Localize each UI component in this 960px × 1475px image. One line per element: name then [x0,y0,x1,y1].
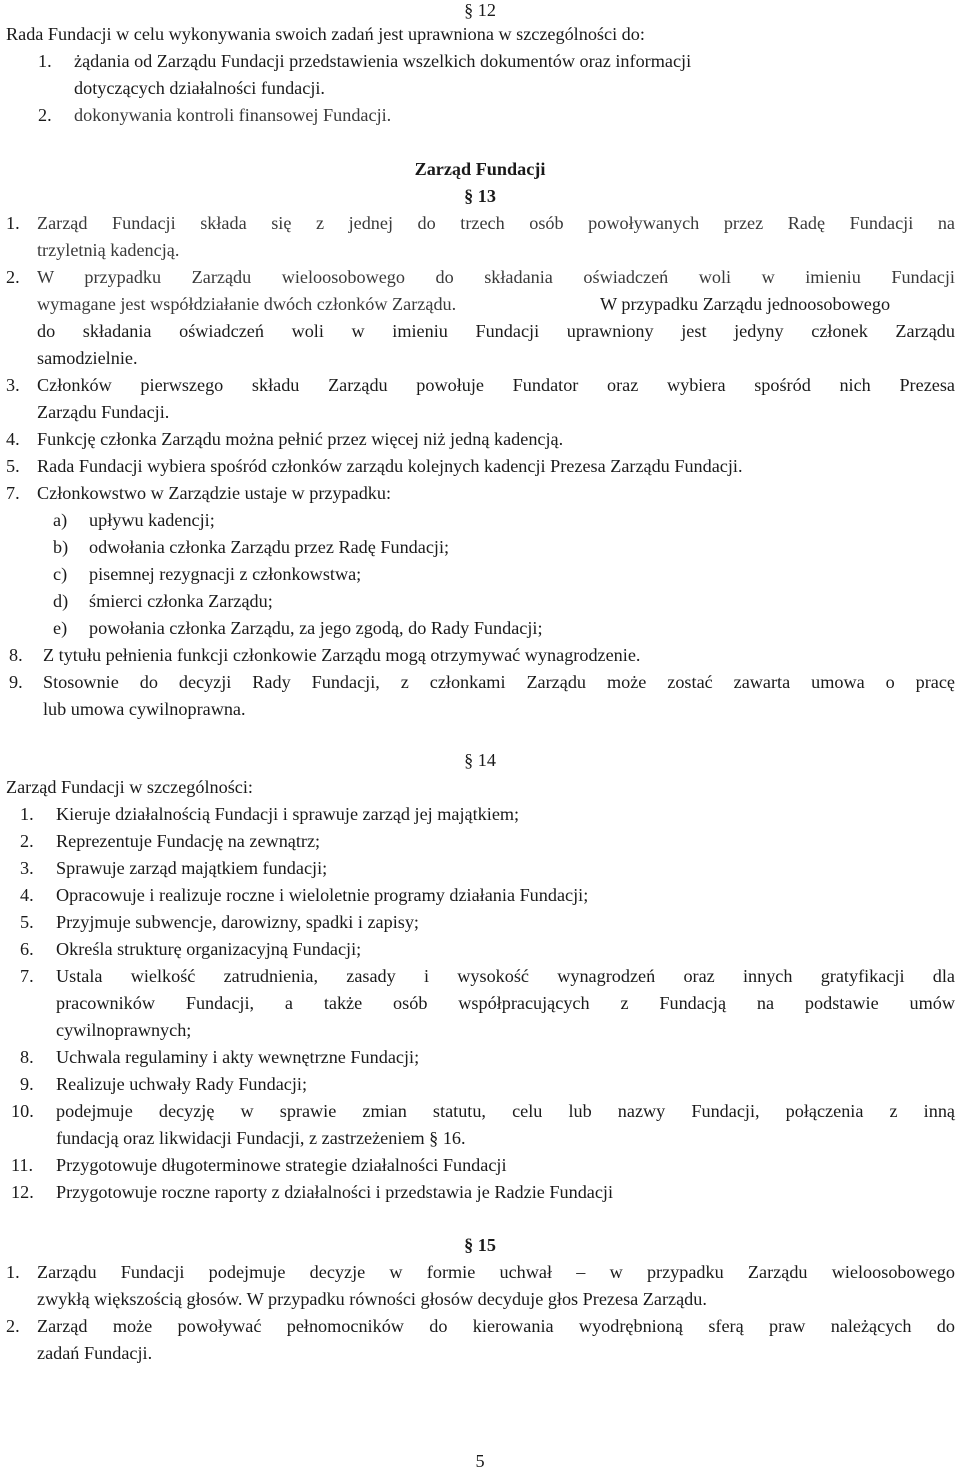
s13-p2-line-1: W przypadku Zarządu wieloosobowego do składania oświadczeń woli w imieniu Fundacji [37,267,955,287]
section-14-heading: § 14 [464,750,496,770]
s13-p1-line-2: trzyletnią kadencją. [37,240,180,260]
s14-item-7-num: 7. [20,966,34,986]
s13-sub-d-text: śmierci członka Zarządu; [89,591,273,611]
s14-item-6-num: 6. [20,939,34,959]
s14-item-10-line-2: fundacją oraz likwidacji Fundacji, z zastrzeżeniem § 16. [56,1128,466,1148]
s15-item-2-line-1: Zarząd może powoływać pełnomocników do kierowania wyodrębnioną sferą praw należących do [37,1316,955,1336]
s12-item-1-line-1: żądania od Zarządu Fundacji przedstawienia wszelkich dokumentów oraz informacji [74,51,692,71]
s14-item-7-line-1: Ustala wielkość zatrudnienia, zasady i wysokość wynagrodzeń oraz innych gratyfikacji dla [56,966,955,986]
s14-item-5-line-1: Przyjmuje subwencje, darowizny, spadki i zapisy; [56,912,419,932]
s13-p7-num: 7. [6,483,20,503]
s14-item-9-num: 9. [20,1074,34,1094]
s13-p9-line-1: Stosownie do decyzji Rady Fundacji, z członkami Zarządu może zostać zawarta umowa o pracę [43,672,955,692]
page-number: 5 [475,1451,485,1471]
s14-item-2-line-1: Reprezentuje Fundację na zewnątrz; [56,831,321,851]
s14-item-3-line-1: Sprawuje zarząd majątkiem fundacji; [56,858,328,878]
s14-item-6-line-1: Określa strukturę organizacyjną Fundacji; [56,939,362,959]
s13-sub-c-num: c) [53,564,68,584]
s13-p9-line-2: lub umowa cywilnoprawna. [43,699,246,719]
s14-item-11-num: 11. [11,1155,34,1175]
s14-item-1-num: 1. [20,804,34,824]
s13-p1-line-1: Zarząd Fundacji składa się z jednej do trzech osób powoływanych przez Radę Fundacji na [37,213,955,233]
section-14-intro: Zarząd Fundacji w szczególności: [6,777,253,797]
s13-p7-line-1: Członkowstwo w Zarządzie ustaje w przypadku: [37,483,392,503]
s13-p5-num: 5. [6,456,20,476]
s13-p4-line-1: Funkcję członka Zarządu można pełnić przez więcej niż jedną kadencją. [37,429,564,449]
s13-p2-line-3: do składania oświadczeń woli w imieniu Fundacji uprawniony jest jedyny członek Zarządu [37,321,955,341]
s14-item-12-line-1: Przygotowuje roczne raporty z działalności i przedstawia je Radzie Fundacji [56,1182,614,1202]
s13-sub-b-num: b) [53,537,69,557]
s15-item-1-line-2: zwykłą większością głosów. W przypadku równości głosów decyduje głos Prezesa Zarządu. [37,1289,707,1309]
s13-p2-line-2: wymagane jest współdziałanie dwóch członków Zarządu. [37,294,457,314]
s15-item-1-num: 1. [6,1262,20,1282]
s13-p1-num: 1. [6,213,20,233]
s15-item-2-num: 2. [6,1316,20,1336]
s13-sub-d-num: d) [53,591,69,611]
s14-item-2-num: 2. [20,831,34,851]
s14-item-12-num: 12. [11,1182,34,1202]
s13-sub-b-text: odwołania członka Zarządu przez Radę Fundacji; [89,537,450,557]
section-13-heading: § 13 [464,186,496,206]
s14-item-8-line-1: Uchwala regulaminy i akty wewnętrzne Fundacji; [56,1047,420,1067]
s13-p8-line-1: Z tytułu pełnienia funkcji członkowie Zarządu mogą otrzymywać wynagrodzenie. [43,645,641,665]
s14-item-7-line-3: cywilnoprawnych; [56,1020,192,1040]
s13-sub-e-text: powołania członka Zarządu, za jego zgodą, do Rady Fundacji; [89,618,543,638]
s14-item-10-num: 10. [11,1101,34,1121]
s14-item-10-line-1: podejmuje decyzję w sprawie zmian statutu, celu lub nazwy Fundacji, połączenia z inną [56,1101,955,1121]
s14-item-5-num: 5. [20,912,34,932]
chapter-title: Zarząd Fundacji [414,159,546,179]
s13-p4-num: 4. [6,429,20,449]
s13-p3-line-1: Członków pierwszego składu Zarządu powołuje Fundator oraz wybiera spośród nich Prezesa [37,375,955,395]
s15-item-2-line-2: zadań Fundacji. [37,1343,153,1363]
s13-sub-a-text: upływu kadencji; [89,510,215,530]
s13-p2-num: 2. [6,267,20,287]
s13-p5-line-1: Rada Fundacji wybiera spośród członków zarządu kolejnych kadencji Prezesa Zarządu Fundacji. [37,456,743,476]
s14-item-1-line-1: Kieruje działalnością Fundacji i sprawuje zarząd jej majątkiem; [56,804,520,824]
s13-p3-line-2: Zarządu Fundacji. [37,402,170,422]
s13-sub-a-num: a) [53,510,68,530]
s14-item-4-line-1: Opracowuje i realizuje roczne i wieloletnie programy działania Fundacji; [56,885,589,905]
s13-sub-c-text: pisemnej rezygnacji z członkowstwa; [89,564,362,584]
section-12-heading: § 12 [464,0,496,20]
s12-item-1-num: 1. [38,51,52,71]
s14-item-9-line-1: Realizuje uchwały Rady Fundacji; [56,1074,308,1094]
s13-p3-num: 3. [6,375,20,395]
s14-item-7-line-2: pracowników Fundacji, a także osób współpracujących z Fundacją na podstawie umów [56,993,955,1013]
section-12-intro: Rada Fundacji w celu wykonywania swoich zadań jest uprawniona w szczególności do: [6,24,645,44]
s14-item-11-line-1: Przygotowuje długoterminowe strategie działalności Fundacji [56,1155,507,1175]
s12-item-2-num: 2. [38,105,52,125]
s13-sub-e-num: e) [53,618,68,638]
s14-item-3-num: 3. [20,858,34,878]
section-15-heading: § 15 [464,1235,496,1255]
s13-p9-num: 9. [9,672,23,692]
s13-p2-line-4: samodzielnie. [37,348,138,368]
s13-p8-num: 8. [9,645,23,665]
s12-item-2-line-1: dokonywania kontroli finansowej Fundacji. [74,105,392,125]
s13-p2-line-2b: W przypadku Zarządu jednoosobowego [600,294,891,314]
s15-item-1-line-1: Zarządu Fundacji podejmuje decyzje w formie uchwał – w przypadku Zarządu wieloosobowego [37,1262,955,1282]
s12-item-1-line-2: dotyczących działalności fundacji. [74,78,325,98]
s14-item-8-num: 8. [20,1047,34,1067]
s14-item-4-num: 4. [20,885,34,905]
